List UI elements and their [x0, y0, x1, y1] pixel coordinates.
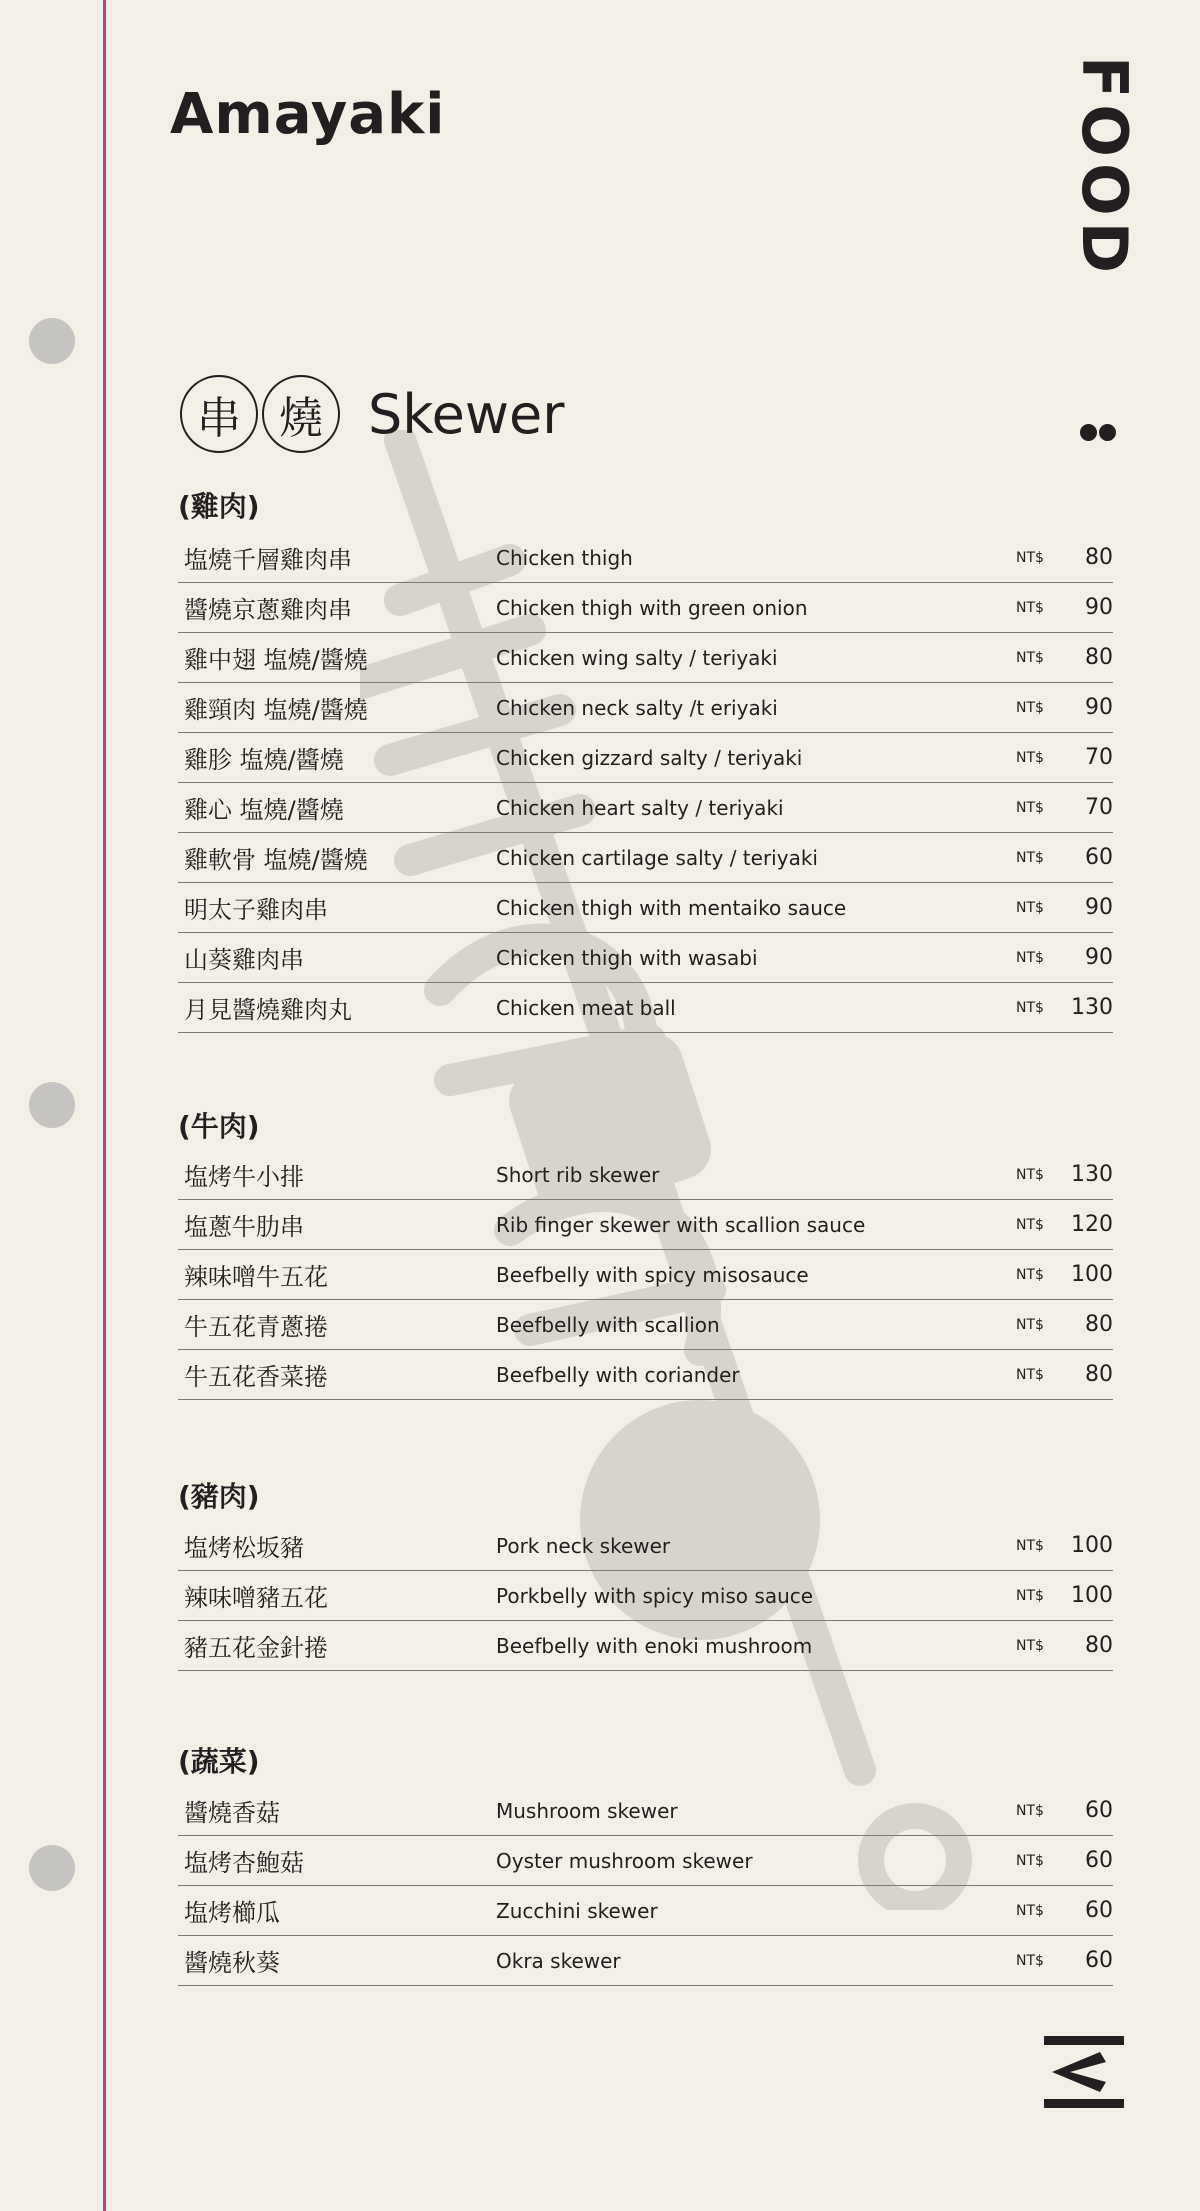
- section-title: [180, 375, 564, 453]
- menu-item: [178, 1786, 1113, 1836]
- section-char-circle: 串: [180, 375, 258, 453]
- item-name-zh: 牛五花青蔥捲: [184, 1313, 328, 1341]
- menu-item: [178, 783, 1113, 833]
- brand-logo: Amayaki: [170, 82, 446, 147]
- menu-item: [178, 1936, 1113, 1986]
- item-name-en: Chicken wing salty / teriyaki: [496, 645, 778, 670]
- item-name-zh: 塩烤牛小排: [184, 1163, 304, 1191]
- menu-item: [178, 1571, 1113, 1621]
- currency-label: NT$: [1016, 1216, 1044, 1233]
- item-name-zh: 醬燒秋葵: [184, 1949, 280, 1977]
- item-name-en: Beefbelly with spicy misosauce: [496, 1262, 809, 1287]
- item-price: 80: [1085, 1312, 1113, 1337]
- menu-item: [178, 1521, 1113, 1571]
- menu-item: [178, 1350, 1113, 1400]
- item-name-zh: 雞中翅 塩燒/醬燒: [184, 646, 368, 674]
- currency-label: NT$: [1016, 1537, 1044, 1554]
- item-name-zh: 塩燒千層雞肉串: [184, 546, 352, 574]
- punch-hole: [29, 318, 75, 364]
- item-price: 100: [1071, 1262, 1113, 1287]
- margin-line: [103, 0, 106, 2211]
- menu-label: FOOD: [1068, 55, 1142, 279]
- item-name-zh: 雞軟骨 塩燒/醬燒: [184, 846, 368, 874]
- item-price: 60: [1085, 1948, 1113, 1973]
- section-dots-icon: [1080, 424, 1118, 445]
- currency-label: NT$: [1016, 1952, 1044, 1969]
- menu-label-vertical: [1030, 55, 1180, 279]
- item-name-zh: 塩烤櫛瓜: [184, 1899, 280, 1927]
- item-price: 130: [1071, 995, 1113, 1020]
- menu-item: [178, 1886, 1113, 1936]
- menu-list-pork: [178, 1521, 1113, 1671]
- punch-hole: [29, 1845, 75, 1891]
- menu-item: [178, 933, 1113, 983]
- item-price: 60: [1085, 1798, 1113, 1823]
- item-name-en: Chicken meat ball: [496, 995, 676, 1020]
- menu-list-chicken: [178, 533, 1113, 1033]
- item-name-zh: 雞心 塩燒/醬燒: [184, 796, 344, 824]
- item-price: 90: [1085, 695, 1113, 720]
- item-name-en: Chicken thigh with wasabi: [496, 945, 758, 970]
- currency-label: NT$: [1016, 1587, 1044, 1604]
- item-price: 90: [1085, 945, 1113, 970]
- item-name-en: Beefbelly with enoki mushroom: [496, 1633, 813, 1658]
- currency-label: NT$: [1016, 1166, 1044, 1183]
- item-name-zh: 塩烤杏鮑菇: [184, 1849, 304, 1877]
- item-name-en: Chicken neck salty /t eriyaki: [496, 695, 778, 720]
- item-name-zh: 塩烤松坂豬: [184, 1534, 304, 1562]
- item-price: 90: [1085, 895, 1113, 920]
- item-price: 100: [1071, 1583, 1113, 1608]
- item-name-en: Okra skewer: [496, 1948, 621, 1973]
- menu-item: [178, 983, 1113, 1033]
- item-name-zh: 辣味噌牛五花: [184, 1263, 328, 1291]
- item-name-en: Chicken thigh: [496, 545, 633, 570]
- item-name-zh: 雞胗 塩燒/醬燒: [184, 746, 344, 774]
- currency-label: NT$: [1016, 799, 1044, 816]
- item-name-zh: 辣味噌豬五花: [184, 1584, 328, 1612]
- menu-item: [178, 833, 1113, 883]
- currency-label: NT$: [1016, 1266, 1044, 1283]
- menu-item: [178, 1150, 1113, 1200]
- menu-item: [178, 683, 1113, 733]
- item-name-zh: 月見醬燒雞肉丸: [184, 996, 352, 1024]
- currency-label: NT$: [1016, 1637, 1044, 1654]
- currency-label: NT$: [1016, 899, 1044, 916]
- item-name-zh: 山葵雞肉串: [184, 946, 304, 974]
- currency-label: NT$: [1016, 699, 1044, 716]
- menu-item: [178, 1621, 1113, 1671]
- item-name-en: Chicken heart salty / teriyaki: [496, 795, 784, 820]
- currency-label: NT$: [1016, 999, 1044, 1016]
- item-name-en: Zucchini skewer: [496, 1898, 658, 1923]
- item-price: 80: [1085, 645, 1113, 670]
- category-heading: (牛肉): [178, 1110, 260, 1143]
- item-price: 70: [1085, 745, 1113, 770]
- menu-item: [178, 1300, 1113, 1350]
- menu-item: [178, 1250, 1113, 1300]
- item-price: 60: [1085, 1898, 1113, 1923]
- item-name-en: Short rib skewer: [496, 1162, 660, 1187]
- menu-list-vegetable: [178, 1786, 1113, 1986]
- item-name-en: Porkbelly with spicy miso sauce: [496, 1583, 814, 1608]
- item-price: 100: [1071, 1533, 1113, 1558]
- item-price: 80: [1085, 1362, 1113, 1387]
- menu-list-beef: [178, 1150, 1113, 1400]
- currency-label: NT$: [1016, 749, 1044, 766]
- item-name-en: Rib finger skewer with scallion sauce: [496, 1212, 866, 1237]
- menu-item: [178, 583, 1113, 633]
- item-name-en: Beefbelly with scallion: [496, 1312, 720, 1337]
- item-name-zh: 牛五花香菜捲: [184, 1363, 328, 1391]
- currency-label: NT$: [1016, 549, 1044, 566]
- item-price: 90: [1085, 595, 1113, 620]
- menu-item: [178, 883, 1113, 933]
- item-name-en: Chicken gizzard salty / teriyaki: [496, 745, 803, 770]
- item-price: 130: [1071, 1162, 1113, 1187]
- punch-hole: [29, 1082, 75, 1128]
- menu-item: [178, 533, 1113, 583]
- currency-label: NT$: [1016, 1802, 1044, 1819]
- brand-mark-icon: [1044, 2036, 1124, 2108]
- menu-item: [178, 733, 1113, 783]
- category-heading: (豬肉): [178, 1480, 260, 1513]
- currency-label: NT$: [1016, 1902, 1044, 1919]
- currency-label: NT$: [1016, 1366, 1044, 1383]
- item-price: 70: [1085, 795, 1113, 820]
- currency-label: NT$: [1016, 599, 1044, 616]
- item-name-en: Oyster mushroom skewer: [496, 1848, 753, 1873]
- currency-label: NT$: [1016, 1852, 1044, 1869]
- item-price: 80: [1085, 1633, 1113, 1658]
- item-name-zh: 醬燒京蔥雞肉串: [184, 596, 352, 624]
- section-title-en: Skewer: [368, 382, 565, 446]
- item-price: 60: [1085, 1848, 1113, 1873]
- item-name-en: Chicken cartilage salty / teriyaki: [496, 845, 818, 870]
- item-price: 120: [1071, 1212, 1113, 1237]
- item-price: 80: [1085, 545, 1113, 570]
- category-heading: (雞肉): [178, 490, 260, 523]
- item-name-zh: 雞頸肉 塩燒/醬燒: [184, 696, 368, 724]
- currency-label: NT$: [1016, 849, 1044, 866]
- item-name-en: Mushroom skewer: [496, 1798, 678, 1823]
- menu-item: [178, 633, 1113, 683]
- item-name-en: Chicken thigh with mentaiko sauce: [496, 895, 847, 920]
- item-name-en: Pork neck skewer: [496, 1533, 671, 1558]
- currency-label: NT$: [1016, 649, 1044, 666]
- currency-label: NT$: [1016, 1316, 1044, 1333]
- item-name-en: Chicken thigh with green onion: [496, 595, 808, 620]
- menu-item: [178, 1200, 1113, 1250]
- item-name-zh: 豬五花金針捲: [184, 1634, 328, 1662]
- menu-item: [178, 1836, 1113, 1886]
- item-name-en: Beefbelly with coriander: [496, 1362, 740, 1387]
- section-char-circle: 燒: [262, 375, 340, 453]
- currency-label: NT$: [1016, 949, 1044, 966]
- category-heading: (蔬菜): [178, 1745, 260, 1778]
- item-name-zh: 塩蔥牛肋串: [184, 1213, 304, 1241]
- item-name-zh: 明太子雞肉串: [184, 896, 328, 924]
- item-name-zh: 醬燒香菇: [184, 1799, 280, 1827]
- item-price: 60: [1085, 845, 1113, 870]
